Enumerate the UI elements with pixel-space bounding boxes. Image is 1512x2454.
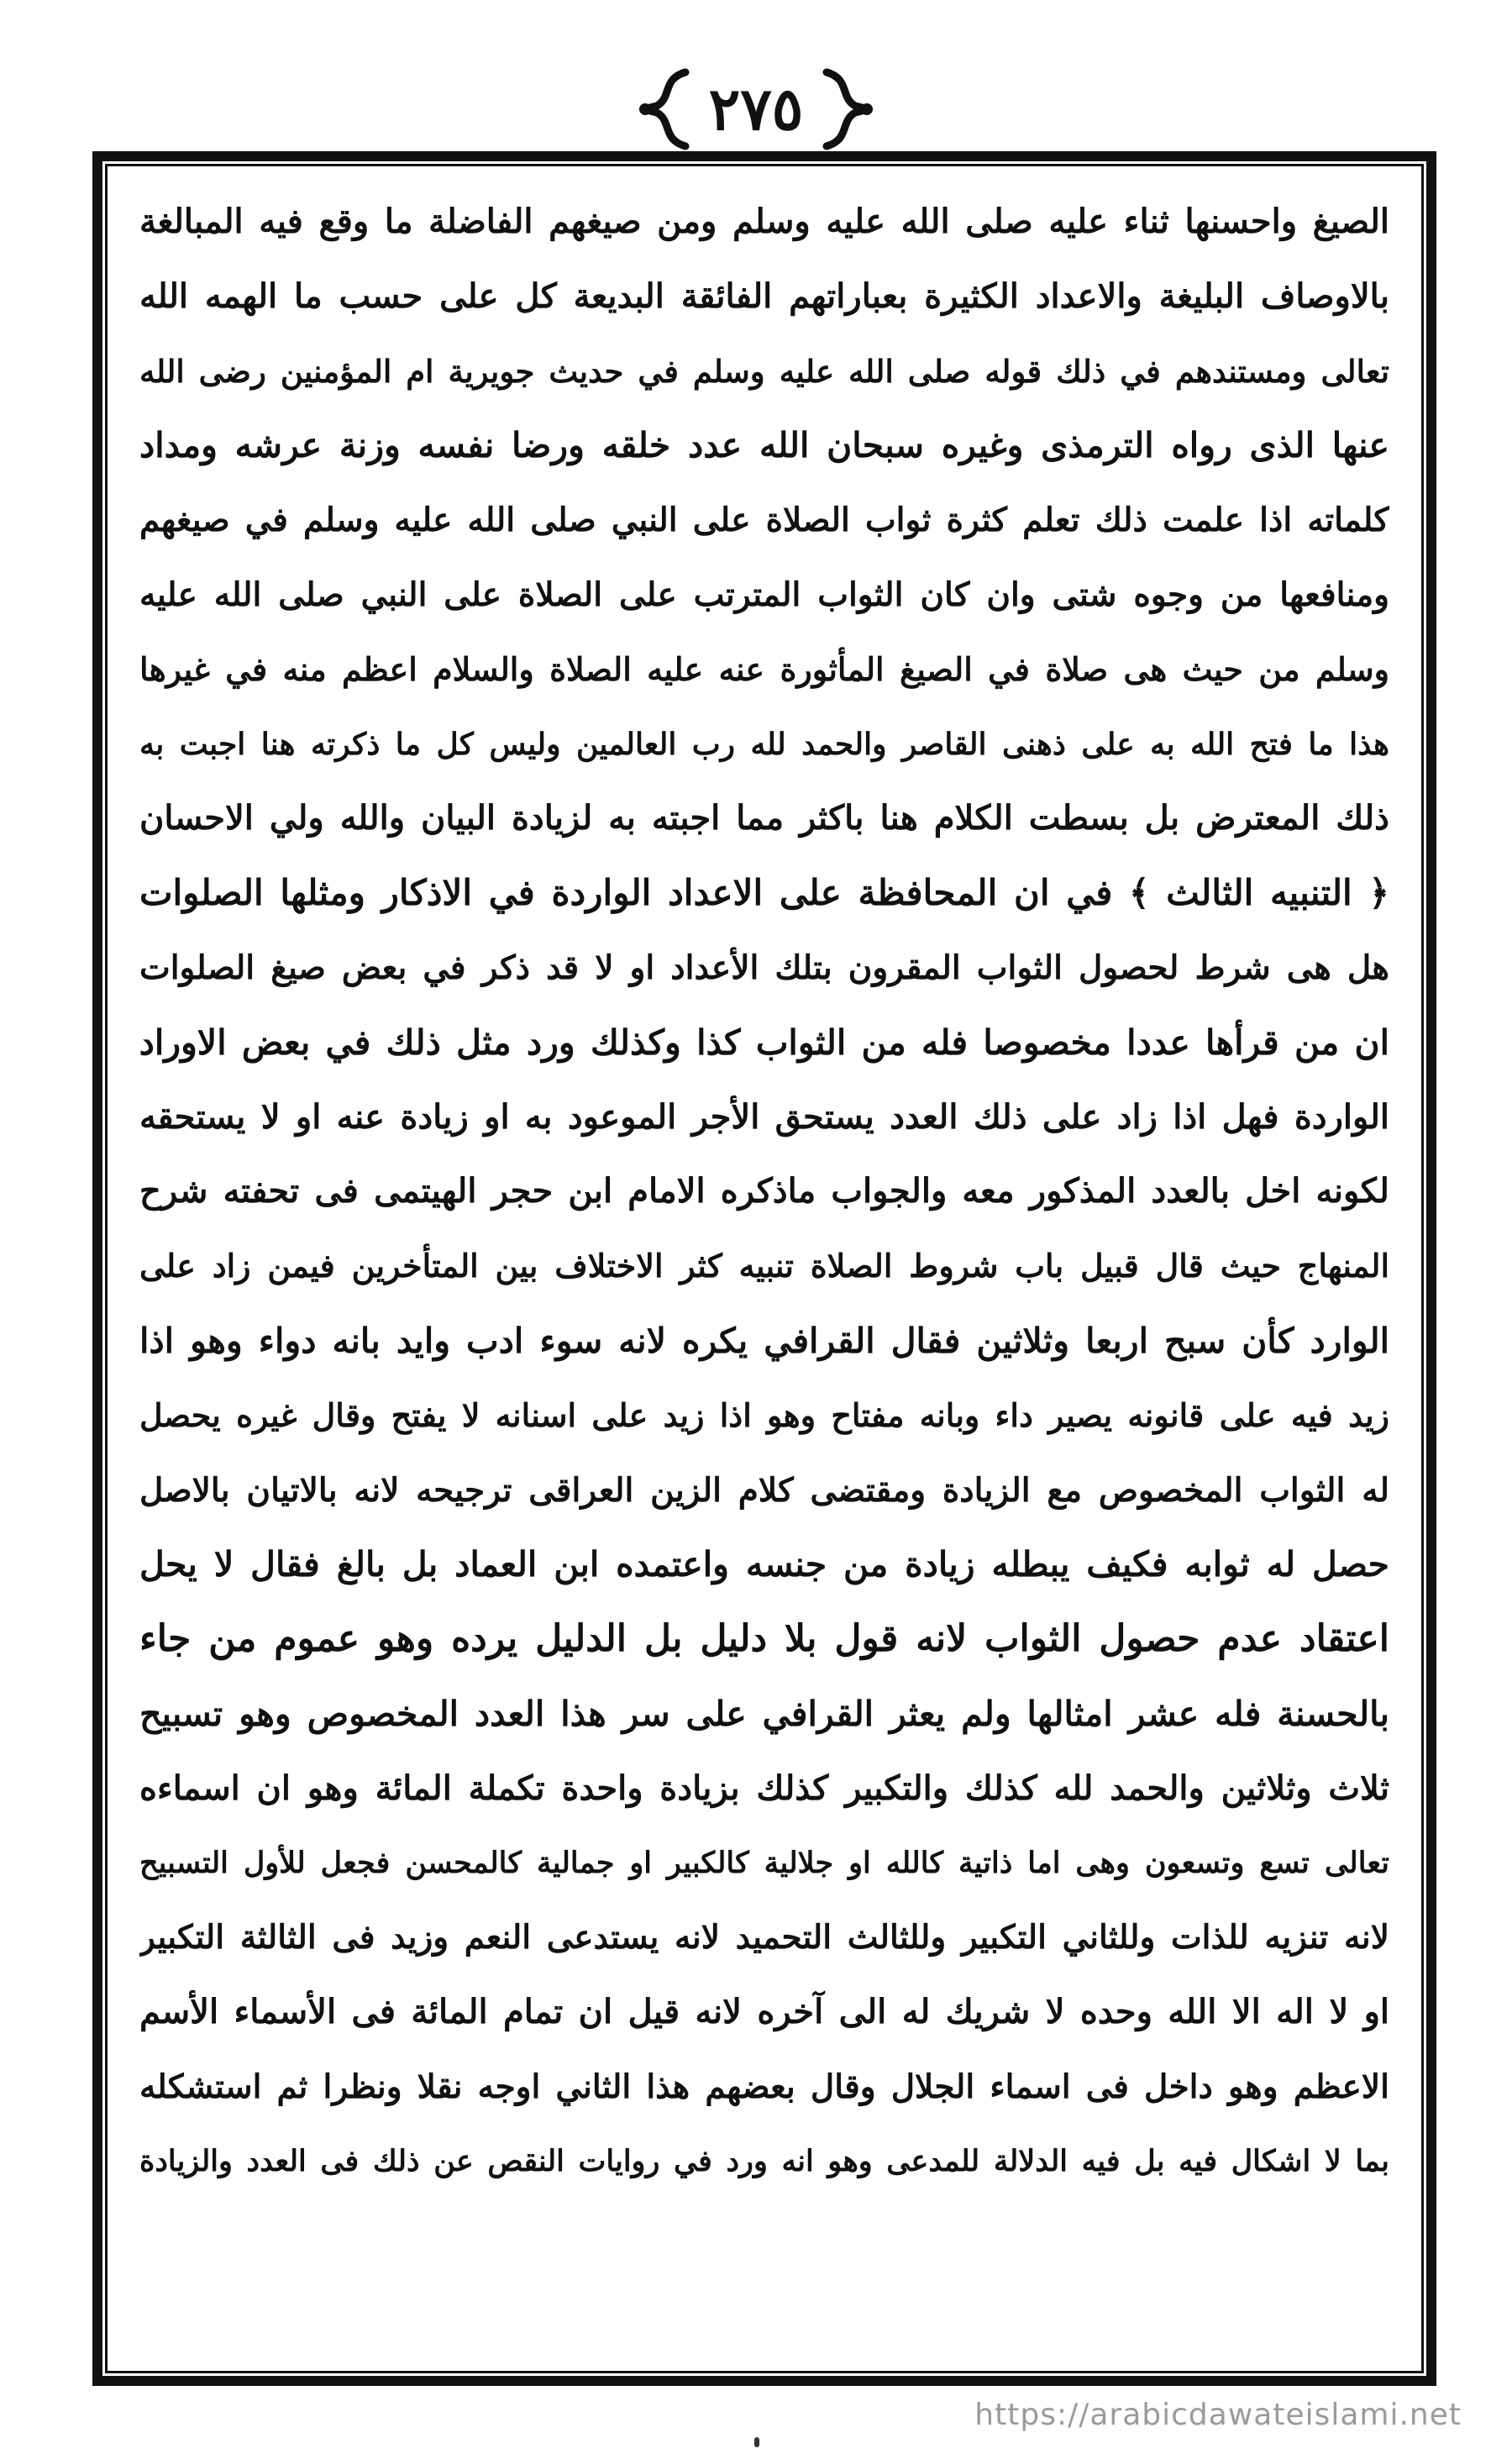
text-line: كلماته اذا علمت ذلك تعلم كثرة ثواب الصلاة على النبي صلى الله عليه وسلم في صيغهم [139,501,1389,540]
text-line: الوارد كأن سبح اربعا وثلاثين فقال القرافي يكره لانه سوء ادب وايد بانه دواء وهو اذا [139,1320,1389,1361]
source-watermark: https://arabicdawateislami.net [974,2398,1462,2432]
text-line: زيد فيه على قانونه يصير داء وبانه مفتاح وهو اذا زيد على اسنانه لا يفتح وقال غيره يحصل [139,1395,1389,1434]
text-line: له الثواب المخصوص مع الزيادة ومقتضى كلام الزين العراقى ترجيحه لانه بالاتيان بالاصل [139,1470,1389,1510]
text-body [139,185,1389,2199]
text-line: ذلك المعترض بل بسطت الكلام هنا باكثر مما اجبته به لزيادة البيان والله ولي الاحسان [139,798,1389,838]
text-line: هل هى شرط لحصول الثواب المقرون بتلك الأعداد او لا قد ذكر في بعض صيغ الصلوات [139,948,1389,987]
text-line: لكونه اخل بالعدد المذكور معه والجواب ماذكره الامام ابن حجر الهيتمى فى تحفته شرح [139,1171,1389,1211]
left-ornament-bracket-icon [637,67,696,151]
text-line: الواردة فهل اذا زاد على ذلك العدد يستحق الأجر الموعود به او زيادة عنه او لا يستحقه [139,1096,1389,1137]
text-line: تعالى ومستندهم في ذلك قوله صلى الله عليه وسلم في حديث جويرية ام المؤمنين رضى الله [139,352,1389,390]
page-number-ornament [637,67,876,151]
text-line: المنهاج حيث قال قبيل باب شروط الصلاة تنبيه كثر الاختلاف بين المتأخرين فيمن زاد على [139,1247,1389,1285]
text-line: بالاوصاف البليغة والاعداد الكثيرة بعباراتهم الفائقة البديعة كل على حسب ما الهمه الله [139,276,1389,316]
section-heading-line: ﴿ التنبيه الثالث ﴾ في ان المحافظة على الاعداد الواردة في الاذكار ومثلها الصلوات [139,872,1389,914]
text-line: اعتقاد عدم حصول الثواب لانه قول بلا دليل بل الدليل يرده وهو عموم من جاء [139,1617,1389,1661]
text-line: الصيغ واحسنها ثناء عليه صلى الله عليه وسلم ومن صيغهم الفاضلة ما وقع فيه المبالغة [139,202,1389,241]
text-line: ثلاث وثلاثين والحمد لله كذلك والتكبير كذلك بزيادة واحدة تكملة المائة وهو ان اسماءه [139,1768,1389,1808]
text-line: وسلم من حيث هى صلاة في الصيغ المأثورة عنه عليه الصلاة والسلام اعظم منه في غيرها [139,649,1389,688]
text-line: ان من قرأها عددا مخصوصا فله من الثواب كذا وكذلك ورد مثل ذلك في بعض الاوراد [139,1022,1389,1063]
text-line: لانه تنزيه للذات وللثاني التكبير وللثالث التحميد لانه يستدعى النعم وزيد فى الثالثة التكبير [139,1918,1389,1957]
text-line: او لا اله الا الله وحده لا شريك له الى آخره لانه قيل ان تمام المائة فى الأسماء الأسم [139,1992,1389,2032]
page-header [0,59,1512,160]
text-line: تعالى تسع وتسعون وهى اما ذاتية كالله او جلالية كالكبير او جمالية كالمحسن فجعل للأول التسبيح [139,1845,1389,1880]
text-line: حصل له ثوابه فكيف يبطله زيادة من جنسه واعتمده ابن العماد بل بالغ فقال لا يحل [139,1544,1389,1585]
page-edge-mark [754,2437,759,2447]
text-line: ومنافعها من وجوه شتى وان كان الثواب المترتب على الصلاة على النبي صلى الله عليه [139,575,1389,614]
right-ornament-bracket-icon [816,67,875,151]
text-line: بالحسنة فله عشر امثالها ولم يعثر القرافي على سر هذا العدد المخصوص وهو تسبيح [139,1693,1389,1734]
text-line: بما لا اشكال فيه بل فيه الدلالة للمدعى وهو انه ورد في روايات النقص عن ذلك فى العدد والزيادة [139,2143,1389,2178]
text-line: الاعظم وهو داخل فى اسماء الجلال وقال بعضهم هذا الثاني اوجه نقلا ونظرا ثم استشكله [139,2067,1389,2106]
page-number: ٢٧٥ [708,74,804,144]
text-line: هذا ما فتح الله به على ذهنى القاصر والحمد لله رب العالمين وليس كل ما ذكرته هنا اجبت به [139,726,1389,762]
text-line: عنها الذى رواه الترمذى وغيره سبحان الله عدد خلقه ورضا نفسه وزنة عرشه ومداد [139,425,1389,466]
text-frame [92,151,1436,2386]
